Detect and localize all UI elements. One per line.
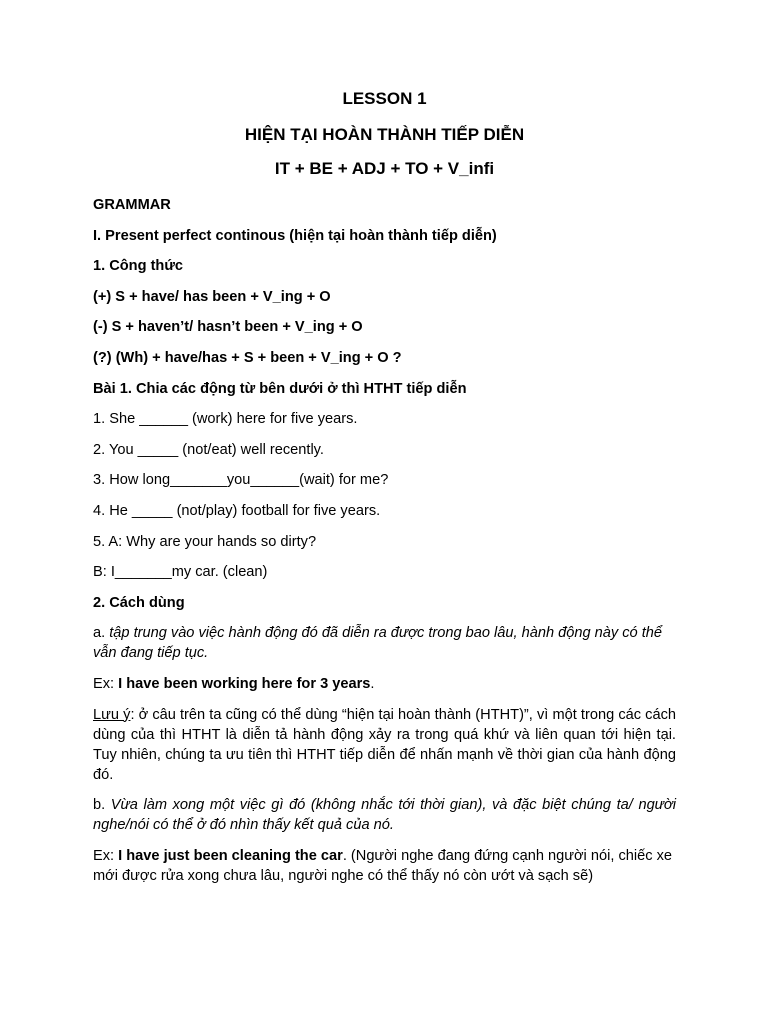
example-2: [93, 846, 676, 886]
usage-b-label: b.: [93, 797, 111, 814]
exercise-item: 4. He _____ (not/play) football for five years.: [93, 502, 381, 519]
exercise-heading: Bài 1. Chia các động từ bên dưới ở thì HTHT tiếp diễn: [93, 380, 467, 397]
example-label: Ex:: [93, 847, 119, 864]
note-text: : ở câu trên ta cũng có thể dùng “hiện tại hoàn thành (HTHT)”, vì một trong các cách dùng của thì HTHT là diễn tả hành động xảy ra trong quá khứ và liên quan tới hiện tại. Tuy nhiên, chúng ta ưu tiên thì HTHT tiếp diễn để nhấn mạnh về thời gian của hành động đó.: [93, 706, 676, 783]
formula-heading: 1. Công thức: [93, 258, 184, 275]
note-paragraph: [93, 705, 676, 785]
note-label: Lưu ý: [93, 706, 131, 723]
lesson-title: LESSON 1: [342, 89, 427, 108]
exercise-item: 3. How long_______you______(wait) for me?: [93, 472, 389, 489]
structure-formula-title: IT + BE + ADJ + TO + V_infi: [274, 159, 495, 178]
formula-negative: (-) S + haven’t/ hasn’t been + V_ing + O: [93, 319, 363, 336]
usage-a-text: tập trung vào việc hành động đó đã diễn ra được trong bao lâu, hành động này có thể vẫn đang tiếp tục.: [93, 625, 663, 662]
usage-b-paragraph: [93, 795, 676, 835]
example-1: [93, 674, 676, 694]
example-label: Ex:: [93, 675, 119, 692]
exercise-item: 5. A: Why are your hands so dirty?: [93, 533, 317, 550]
formula-positive: (+) S + have/ has been + V_ing + O: [93, 288, 331, 305]
example-1-sentence: I have been working here for 3 years: [118, 675, 371, 692]
lesson-subtitle: HIỆN TẠI HOÀN THÀNH TIẾP DIỄN: [244, 125, 525, 144]
exercise-item: 2. You _____ (not/eat) well recently.: [93, 441, 324, 458]
example-2-sentence: I have just been cleaning the car: [118, 847, 343, 864]
example-2-tail: . (Người nghe đang đứng cạnh người nói, chiếc xe mới được rửa xong chưa lâu, người nghe có thể thấy nó còn ướt và sạch sẽ): [93, 847, 672, 884]
section1-heading: I. Present perfect continous (hiện tại hoàn thành tiếp diễn): [93, 227, 497, 244]
usage-b-text: Vừa làm xong một việc gì đó (không nhắc tới thời gian), và đặc biệt chúng ta/ người nghe/nói có thể ở đó nhìn thấy kết quả của nó.: [93, 797, 676, 834]
example-1-tail: .: [370, 675, 375, 692]
grammar-heading: GRAMMAR: [93, 197, 171, 213]
exercise-item: B: I_______my car. (clean): [93, 564, 268, 581]
usage-a-paragraph: [93, 623, 676, 663]
formula-question: (?) (Wh) + have/has + S + been + V_ing + O ?: [93, 349, 402, 366]
exercise-item: 1. She ______ (work) here for five years.: [93, 411, 358, 428]
usage-heading: 2. Cách dùng: [93, 594, 185, 611]
usage-a-label: a.: [93, 625, 110, 642]
